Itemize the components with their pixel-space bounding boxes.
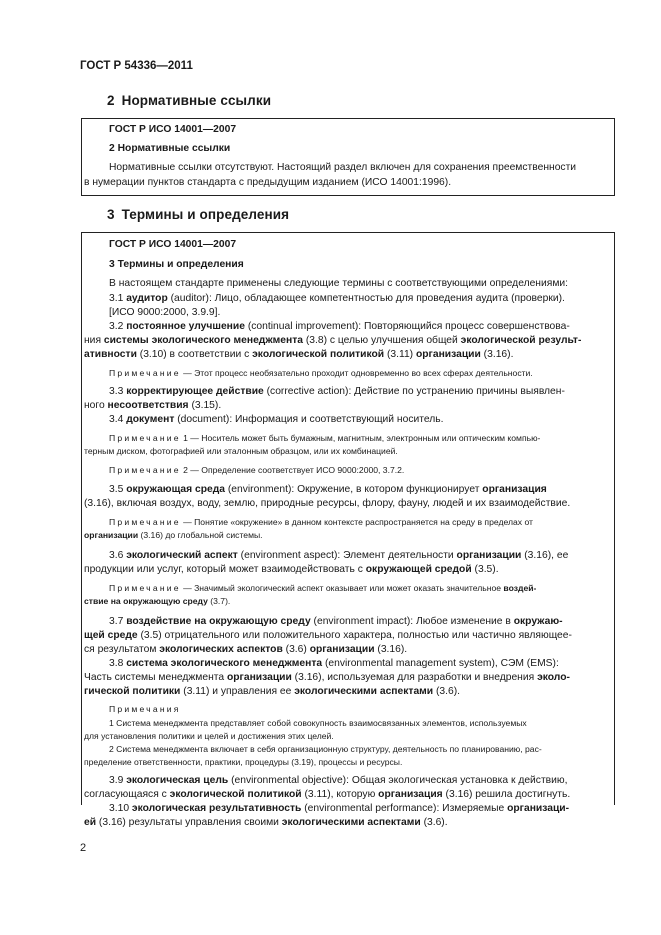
reference-box-section-2 bbox=[81, 118, 615, 196]
notes-heading: Примечания bbox=[109, 704, 181, 714]
paragraph-line: в нумерации пунктов стандарта с предыдущим изданием (ИСО 14001:1996). bbox=[84, 177, 452, 188]
term-3-8-cont: Часть системы менеджмента организации (3.16), используемая для разработки и внедрения эколо- bbox=[84, 672, 570, 683]
note-3-4-1-cont: терным диском, фотографией или эталонным образцом, или их комбинацией. bbox=[84, 446, 398, 456]
document-code: ГОСТ Р 54336—2011 bbox=[80, 60, 193, 72]
term-3-2-cont: ативности (3.10) в соответствии с экологической политикой (3.11) организации (3.16). bbox=[84, 349, 514, 360]
term-3-1: 3.1 аудитор (auditor): Лицо, обладающее компетентностью для проведения аудита (проверки). bbox=[109, 293, 565, 304]
term-3-4: 3.4 документ (document): Информация и соответствующий носитель. bbox=[109, 414, 444, 425]
term-3-3: 3.3 корректирующее действие (corrective action): Действие по устранению причины выявлен- bbox=[109, 386, 565, 397]
box-subtitle: 3 Термины и определения bbox=[109, 259, 244, 270]
section-number: 3 bbox=[107, 207, 115, 222]
term-3-7: 3.7 воздействие на окружающую среду (environment impact): Любое изменение в окружаю- bbox=[109, 616, 563, 627]
reference-box-section-3 bbox=[81, 232, 615, 828]
paragraph-line: В настоящем стандарте применены следующие термины с соответствующими определениями: bbox=[109, 278, 569, 289]
term-3-7-cont: щей среде (3.5) отрицательного или положительного характера, полностью или частично являющее- bbox=[84, 630, 572, 641]
term-3-8-cont: гической политики (3.11) и управления ее экологическими аспектами (3.6). bbox=[84, 686, 461, 697]
reference-standard: ГОСТ Р ИСО 14001—2007 bbox=[109, 124, 237, 135]
note-3-2: Примечание — Этот процесс необязательно проходит одновременно во всех сферах деятельности. bbox=[109, 368, 533, 378]
term-3-7-cont: ся результатом экологических аспектов (3.6) организации (3.16). bbox=[84, 644, 408, 655]
section-title-text: Нормативные ссылки bbox=[121, 93, 272, 108]
term-3-9: 3.9 экологическая цель (environmental objective): Общая экологическая установка к действию, bbox=[109, 775, 568, 786]
term-3-2: 3.2 постоянное улучшение (continual improvement): Повторяющийся процесс совершенствова- bbox=[109, 321, 570, 332]
term-3-1-source: [ИСО 9000:2000, 3.9.9]. bbox=[109, 307, 221, 318]
paragraph-line: Нормативные ссылки отсутствуют. Настоящий раздел включен для сохранения преемственности bbox=[109, 162, 577, 173]
term-3-2-cont: ния системы экологического менеджмента (3.8) с целью улучшения общей экологической результ- bbox=[84, 335, 582, 346]
term-3-6-cont: продукции или услуг, который может взаимодействовать с окружающей средой (3.5). bbox=[84, 564, 499, 575]
note-3-4-1: Примечание 1 — Носитель может быть бумажным, магнитным, электронным или оптическим компью- bbox=[109, 433, 541, 443]
box-subtitle: 2 Нормативные ссылки bbox=[109, 143, 231, 154]
note-3-8-1-cont: для установления политики и целей и достижения этих целей. bbox=[84, 731, 334, 741]
term-3-3-cont: ного несоответствия (3.15). bbox=[84, 400, 222, 411]
note-3-8-2-cont: пределение ответственности, практики, процедуры (3.19), процессы и ресурсы. bbox=[84, 757, 403, 767]
note-3-4-2: Примечание 2 — Определение соответствует ИСО 9000:2000, 3.7.2. bbox=[109, 465, 405, 475]
term-3-5: 3.5 окружающая среда (environment): Окружение, в котором функционирует организация bbox=[109, 484, 547, 495]
note-3-5: Примечание — Понятие «окружение» в данном контексте распространяется на среду в пределах от bbox=[109, 517, 533, 527]
reference-standard: ГОСТ Р ИСО 14001—2007 bbox=[109, 239, 237, 250]
note-3-5-cont: организации (3.16) до глобальной системы. bbox=[84, 530, 263, 540]
section-2-title bbox=[107, 93, 271, 108]
section-3-title bbox=[107, 207, 289, 222]
section-title-text: Термины и определения bbox=[121, 207, 290, 222]
note-3-6: Примечание — Значимый экологический аспект оказывает или может оказать значительное воздей- bbox=[109, 583, 537, 593]
page-number: 2 bbox=[80, 842, 87, 854]
note-3-8-2: 2 Система менеджмента включает в себя организационную структуру, деятельность по планированию, рас- bbox=[109, 744, 542, 754]
term-3-6: 3.6 экологический аспект (environment aspect): Элемент деятельности организации (3.16), ее bbox=[109, 550, 569, 561]
term-3-10-cont: ей (3.16) результаты управления своими экологическими аспектами (3.6). bbox=[84, 817, 448, 828]
term-3-10: 3.10 экологическая результативность (environmental performance): Измеряемые организаци- bbox=[109, 803, 570, 814]
note-3-6-cont: ствие на окружающую среду (3.7). bbox=[84, 596, 231, 606]
section-number: 2 bbox=[107, 93, 115, 108]
term-3-5-cont: (3.16), включая воздух, воду, землю, природные ресурсы, флору, фауну, людей и их взаимодействие. bbox=[84, 498, 571, 509]
note-3-8-1: 1 Система менеджмента представляет собой совокупность взаимосвязанных элементов, используемых bbox=[109, 718, 527, 728]
term-3-9-cont: согласующаяся с экологической политикой (3.11), которую организация (3.16) решила достигнуть. bbox=[84, 789, 571, 800]
term-3-8: 3.8 система экологического менеджмента (environmental management system), СЭМ (EMS): bbox=[109, 658, 559, 669]
